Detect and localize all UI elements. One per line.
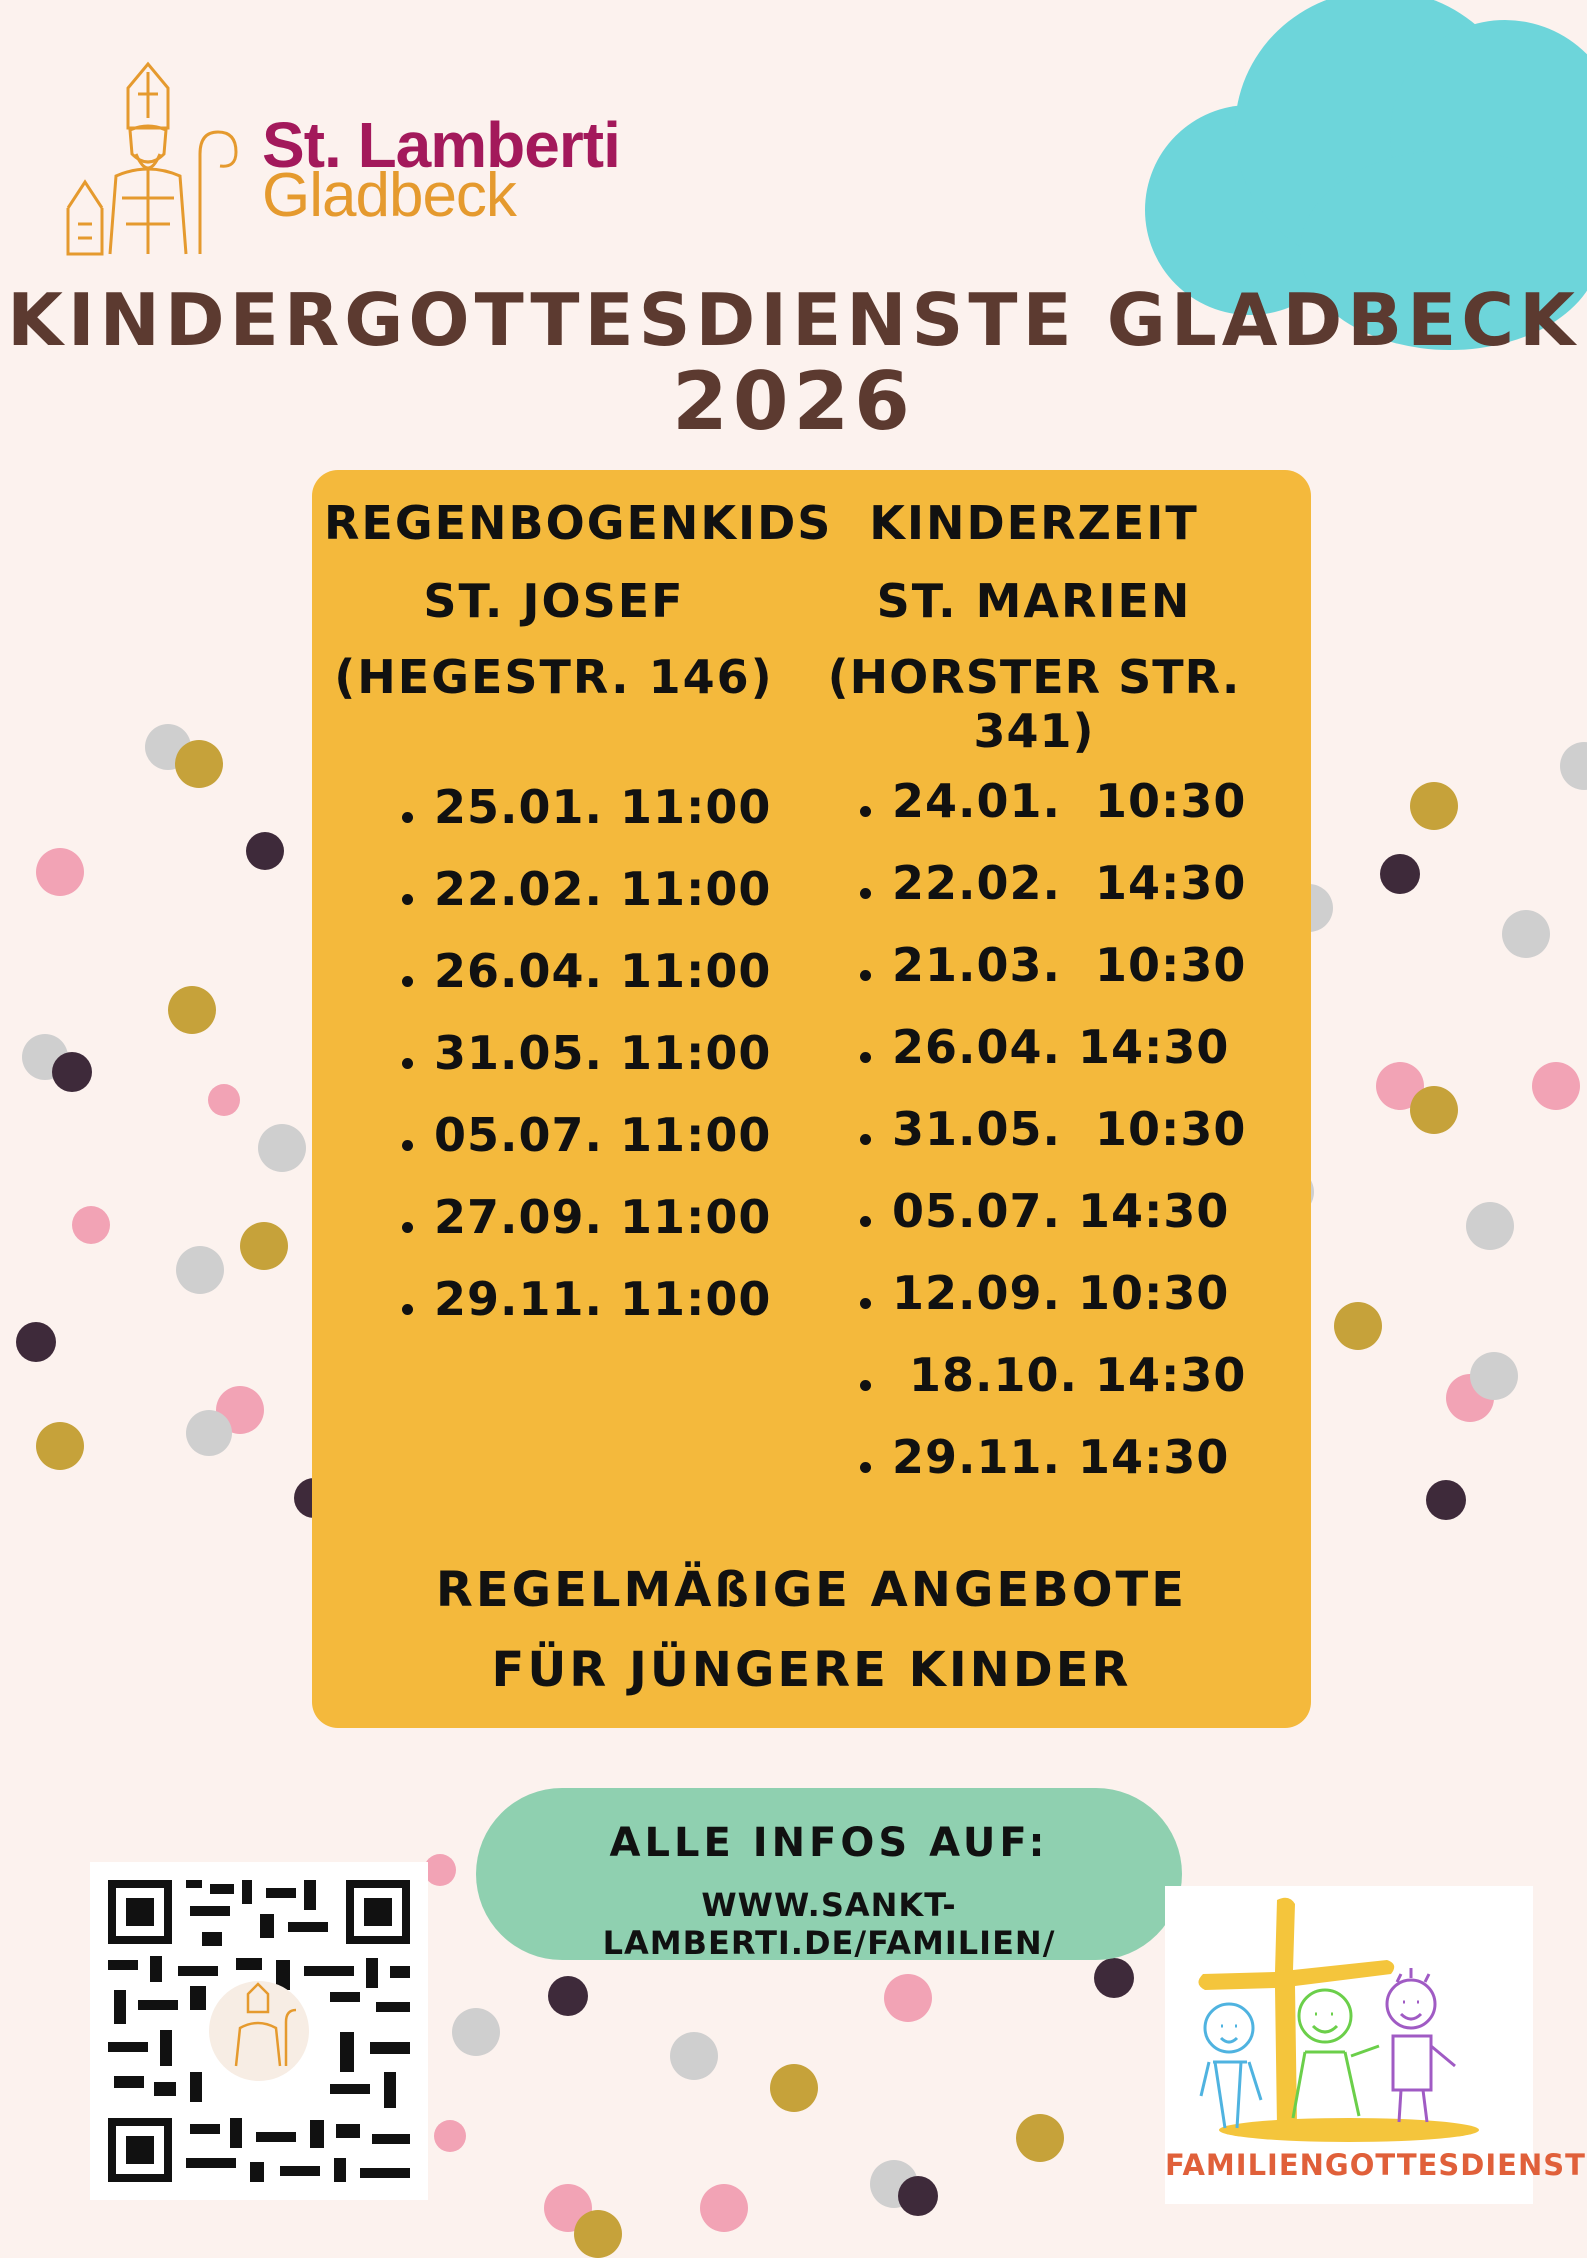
date-entry: 22.02. 14:30 (892, 856, 1247, 910)
page-title-year: 2026 (672, 355, 915, 448)
date-entry: 27.09. 11:00 (434, 1190, 772, 1244)
schedule-panel (312, 470, 1311, 1728)
brand-city: Gladbeck (262, 161, 516, 230)
date-entry: 05.07. 11:00 (434, 1108, 772, 1162)
date-entry: 31.05. 10:30 (892, 1102, 1247, 1156)
info-heading: ALLE INFOS AUF: (609, 1820, 1049, 1866)
info-url[interactable]: WWW.SANKT-LAMBERTI.DE/FAMILIEN/ (602, 1886, 1056, 1962)
left-column-name: REGENBOGENKIDS (324, 496, 833, 550)
date-entry: 12.09. 10:30 (892, 1266, 1230, 1320)
date-entry: 29.11. 11:00 (434, 1272, 772, 1326)
bishop-icon (60, 58, 250, 258)
brand-name: St. Lamberti (262, 109, 620, 181)
date-entry: 26.04. 14:30 (892, 1020, 1230, 1074)
right-column-name: KINDERZEIT (869, 496, 1199, 550)
right-column-church: ST. MARIEN (876, 574, 1192, 628)
date-entry: 25.01. 11:00 (434, 780, 772, 834)
date-entry: 31.05. 11:00 (434, 1026, 772, 1080)
date-entry: 18.10. 14:30 (892, 1348, 1247, 1402)
date-entry: 24.01. 10:30 (892, 774, 1247, 828)
info-pill (476, 1788, 1182, 1960)
date-entry: 05.07. 14:30 (892, 1184, 1230, 1238)
footer-line-2: FÜR JÜNGERE KINDER (491, 1642, 1132, 1698)
family-service-logo (1165, 1886, 1586, 2204)
page-title: KINDERGOTTESDIENSTE GLADBECK (7, 278, 1580, 362)
footer-line-1: REGELMÄßIGE ANGEBOTE (435, 1562, 1188, 1618)
date-entry: 21.03. 10:30 (892, 938, 1247, 992)
left-column-church: ST. JOSEF (423, 574, 685, 628)
date-entry: 26.04. 11:00 (434, 944, 772, 998)
qr-code-icon (90, 1862, 428, 2200)
date-entry: 29.11. 14:30 (892, 1430, 1230, 1484)
family-service-label: FAMILIENGOTTESDIENST (1165, 2148, 1586, 2182)
right-column-address: (HORSTER STR. 341) (827, 650, 1241, 758)
left-column-address: (HEGESTR. 146) (334, 650, 774, 704)
date-entry: 22.02. 11:00 (434, 862, 772, 916)
qr-code[interactable] (90, 1862, 428, 2200)
